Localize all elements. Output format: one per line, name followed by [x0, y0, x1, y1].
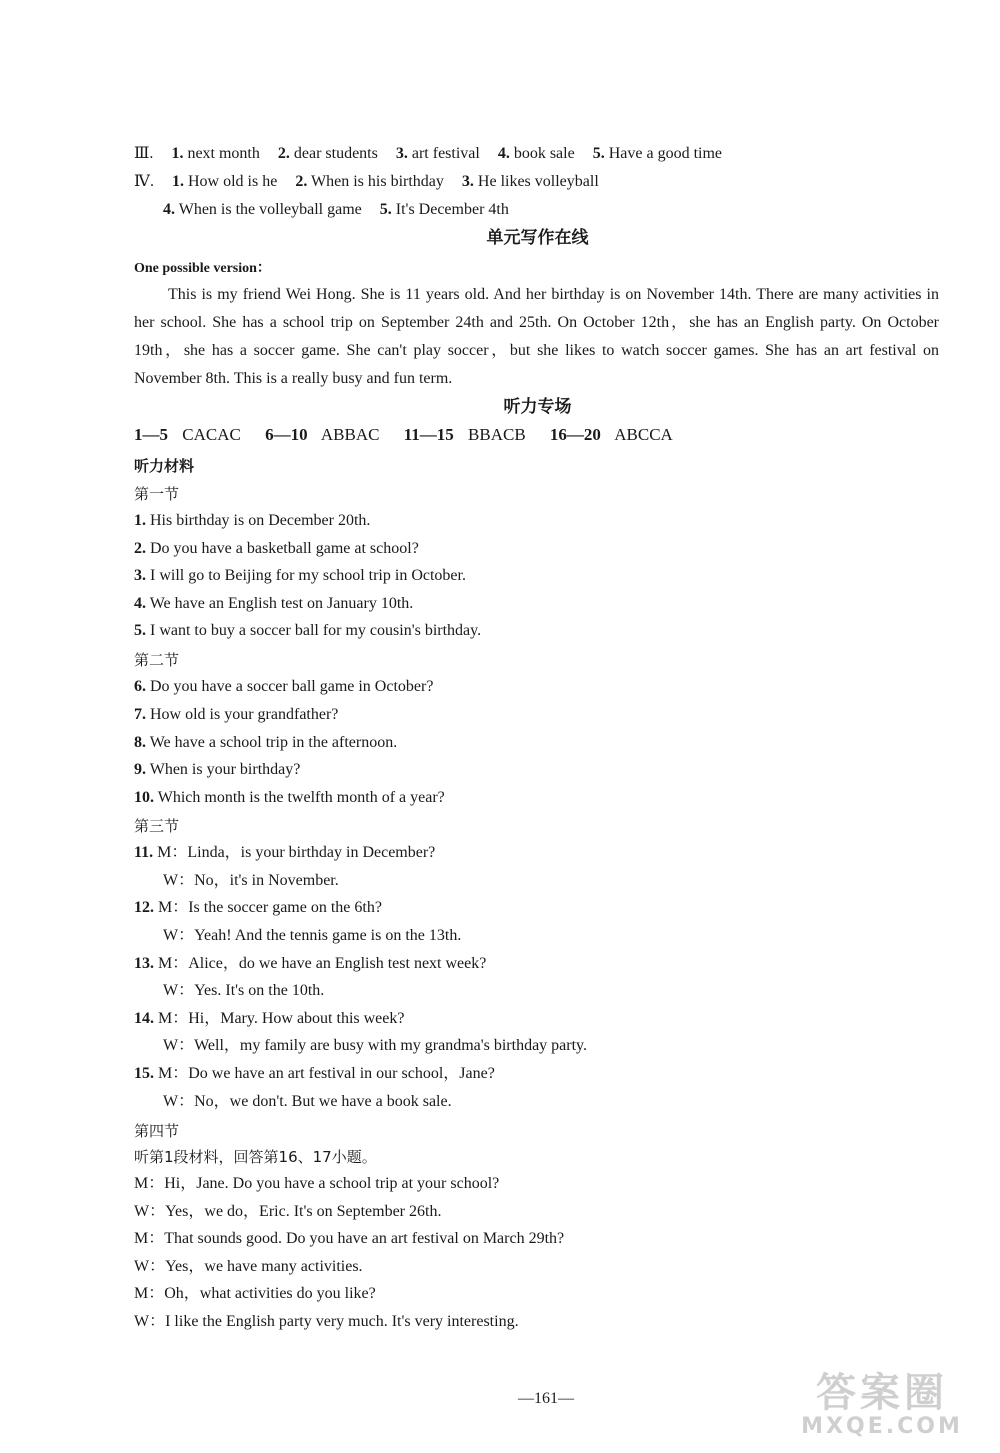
item-text: We have a school trip in the afternoon. [149, 734, 398, 751]
writing-heading: 单元写作在线 [486, 228, 589, 248]
dialogue-text: M：Alice，do we have an English test next week? [158, 955, 487, 972]
answer-letters: ABBAC [320, 425, 380, 444]
list-item [134, 733, 397, 753]
list-item [134, 760, 300, 780]
section4-item-num: 5. [379, 201, 392, 218]
list-item [134, 705, 338, 725]
section4-item-num: 1. [171, 173, 184, 190]
part4-label: 第四节 [134, 1122, 180, 1140]
item-text: When is your birthday? [149, 761, 301, 778]
section3-item-num: 4. [497, 145, 510, 162]
list-item [134, 677, 433, 697]
version-label: One possible version： [134, 261, 271, 276]
section4-item: It's December 4th [395, 201, 509, 218]
section3-item: book sale [513, 145, 575, 162]
list-item [134, 511, 370, 531]
dialogue-w: W：Yes. It's on the 10th. [163, 982, 325, 999]
watermark-site: MXQE.COM [801, 1414, 963, 1439]
item-text: Which month is the twelfth month of a year? [157, 789, 445, 806]
dialogue-line: W：Yes，we have many activities. [134, 1258, 363, 1275]
section3-item: dear students [293, 145, 378, 162]
dialogue-m [134, 898, 382, 918]
list-item [134, 566, 466, 586]
item-num: 12. [134, 899, 154, 916]
item-text: I want to buy a soccer ball for my cousin's birthday. [150, 622, 482, 639]
dialogue-w: W：No，we don't. But we have a book sale. [163, 1093, 452, 1110]
dialogue-w: W：Well，my family are busy with my grandma's birthday party. [163, 1037, 588, 1054]
list-item [134, 621, 481, 641]
answer-range: 1—5 [134, 425, 168, 444]
section4-item: How old is he [187, 173, 278, 190]
section4-item: He likes volleyball [477, 173, 599, 190]
section4-item-num: 4. [163, 201, 175, 218]
answer-letters: CACAC [182, 425, 241, 444]
item-num: 5. [134, 622, 146, 639]
section4-row-1 [134, 172, 599, 192]
section3-item-num: 5. [592, 145, 605, 162]
dialogue-text: M：Do we have an art festival in our school，Jane? [158, 1065, 495, 1082]
part4-intro: 听第1段材料，回答第16、17小题。 [134, 1148, 377, 1166]
section3-item-num: 3. [395, 145, 408, 162]
section3-item: next month [187, 145, 260, 162]
answer-range: 16—20 [549, 425, 601, 444]
part1-label: 第一节 [134, 485, 180, 503]
dialogue-m [134, 843, 435, 863]
item-num: 2. [134, 540, 146, 557]
item-num: 10. [134, 789, 154, 806]
dialogue-w: W：No，it's in November. [163, 872, 339, 889]
listening-heading: 听力专场 [503, 397, 572, 417]
list-item [134, 594, 413, 614]
part2-label: 第二节 [134, 651, 180, 669]
section3-item-num: 1. [171, 145, 184, 162]
section4-label: Ⅳ. [134, 173, 154, 190]
writing-text: This is my friend Wei Hong. She is 11 years old. And her birthday is on November 14th. There are many activities in her school. She has a school trip on September 24th and 25th. On October 12th，she has an English party. On October 19th，she has a soccer game. She can't play soccer，but she likes to watch soccer games. She has an art festival on November 8th. This is a really busy and fun term. [134, 286, 939, 387]
writing-paragraph [134, 281, 939, 393]
dialogue-line: W：I like the English party very much. It's very interesting. [134, 1313, 519, 1330]
dialogue-line: W：Yes，we do，Eric. It's on September 26th. [134, 1203, 442, 1220]
dialogue-m [134, 1064, 495, 1084]
section4-item-num: 2. [295, 173, 308, 190]
answer-letters: ABCCA [614, 425, 673, 444]
watermark-title: 答案圈 [816, 1370, 948, 1416]
dialogue-m [134, 954, 486, 974]
item-num: 11. [134, 844, 154, 861]
section3-item: Have a good time [608, 145, 722, 162]
page-number: —161— [518, 1390, 574, 1407]
section4-item: When is the volleyball game [178, 201, 362, 218]
answer-letters: BBACB [468, 425, 526, 444]
item-text: His birthday is on December 20th. [150, 512, 371, 529]
item-text: We have an English test on January 10th. [149, 595, 414, 612]
item-num: 7. [134, 706, 146, 723]
material-label: 听力材料 [134, 457, 195, 475]
item-num: 15. [134, 1065, 154, 1082]
section3-label: Ⅲ. [134, 145, 154, 162]
watermark-logo [782, 1371, 982, 1441]
dialogue-w: W：Yeah! And the tennis game is on the 13th. [163, 927, 462, 944]
dialogue-line: M：Hi，Jane. Do you have a school trip at your school? [134, 1175, 500, 1192]
item-num: 6. [134, 678, 146, 695]
list-item [134, 539, 419, 559]
answer-range: 6—10 [265, 425, 308, 444]
section3-item: art festival [411, 145, 480, 162]
item-text: Do you have a basketball game at school? [150, 540, 419, 557]
dialogue-line: M：That sounds good. Do you have an art festival on March 29th? [134, 1230, 565, 1247]
section3-item-num: 2. [277, 145, 290, 162]
dialogue-line: M：Oh，what activities do you like? [134, 1285, 376, 1302]
item-num: 1. [134, 512, 146, 529]
item-text: How old is your grandfather? [150, 706, 339, 723]
item-num: 4. [134, 595, 146, 612]
item-num: 13. [134, 955, 154, 972]
dialogue-text: M：Hi，Mary. How about this week? [158, 1010, 405, 1027]
part3-label: 第三节 [134, 817, 180, 835]
dialogue-m [134, 1009, 404, 1029]
section3-row [134, 144, 722, 164]
section4-item: When is his birthday [311, 173, 444, 190]
answer-key-row [134, 425, 673, 445]
dialogue-text: M：Linda，is your birthday in December? [157, 844, 436, 861]
item-num: 8. [134, 734, 146, 751]
dialogue-text: M：Is the soccer game on the 6th? [158, 899, 382, 916]
answer-range: 11—15 [403, 425, 454, 444]
section4-item-num: 3. [461, 173, 474, 190]
list-item [134, 788, 445, 808]
item-num: 9. [134, 761, 146, 778]
section4-row-2 [163, 200, 509, 220]
item-text: Do you have a soccer ball game in October? [150, 678, 434, 695]
item-num: 14. [134, 1010, 154, 1027]
item-text: I will go to Beijing for my school trip in October. [150, 567, 466, 584]
item-num: 3. [134, 567, 146, 584]
